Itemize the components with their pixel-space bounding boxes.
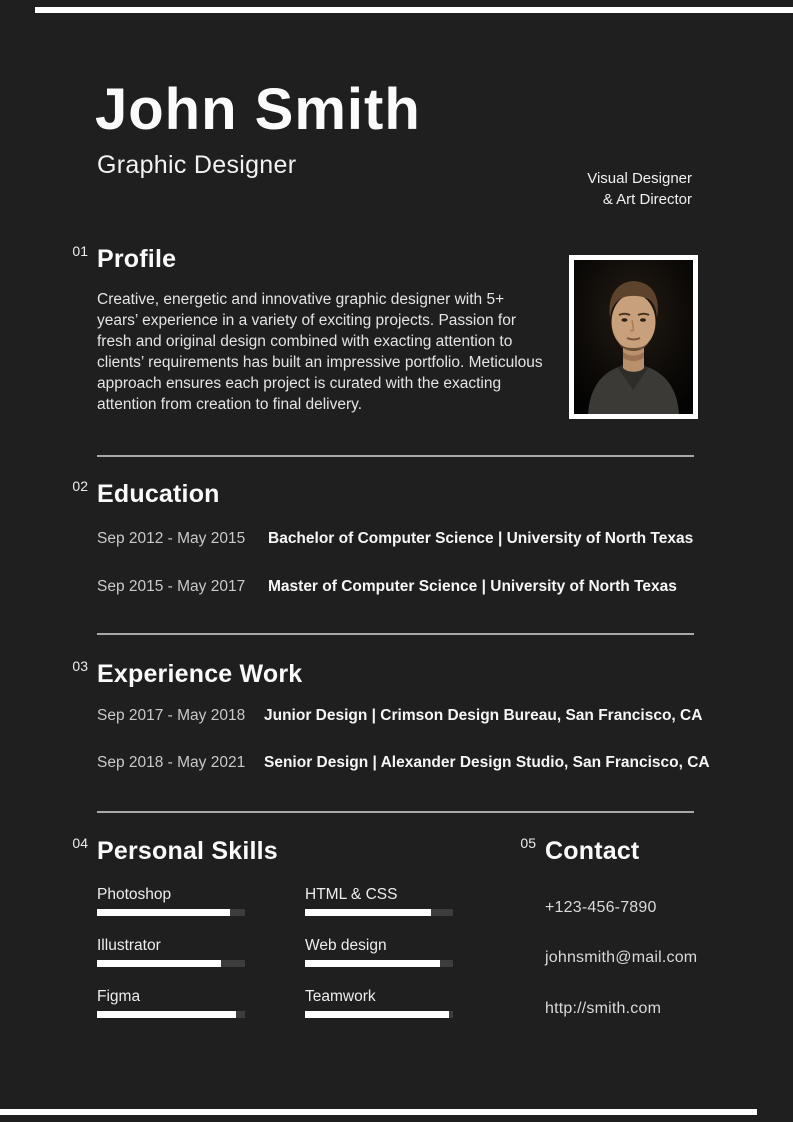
section-experience-heading: [72, 658, 303, 689]
section-contact-number: 05: [520, 835, 536, 851]
section-experience-number: 03: [72, 658, 88, 674]
section-profile-title: Profile: [97, 245, 177, 273]
skill-web-design: [305, 937, 387, 955]
skill-bar-track: [305, 1011, 453, 1018]
education-detail: Bachelor of Computer Science | University of North Texas: [268, 530, 694, 547]
bottom-frame-line: [0, 1109, 757, 1115]
education-detail: Master of Computer Science | University of North Texas: [268, 578, 677, 595]
contact-phone[interactable]: +123-456-7890: [545, 899, 657, 916]
experience-detail: Junior Design | Crimson Design Bureau, San Francisco, CA: [264, 707, 703, 724]
section-contact-heading: [520, 835, 640, 866]
portrait-photo: [569, 255, 698, 419]
skill-figma: [97, 988, 140, 1006]
section-profile-heading: [72, 243, 177, 274]
section-profile-number: 01: [72, 243, 88, 259]
education-dates: Sep 2015 - May 2017: [97, 578, 246, 595]
skill-bar-track: [305, 960, 453, 967]
skill-label: Illustrator: [97, 937, 161, 954]
section-skills-number: 04: [72, 835, 88, 851]
skill-html-css: [305, 886, 397, 904]
divider-2: [97, 633, 694, 635]
experience-dates: Sep 2018 - May 2021: [97, 754, 246, 771]
section-skills-heading: [72, 835, 278, 866]
contact-email[interactable]: johnsmith@mail.com: [545, 949, 698, 966]
skill-bar-fill: [97, 1011, 236, 1018]
skill-bar-fill: [97, 960, 221, 967]
skill-bar-fill: [305, 909, 431, 916]
contact-website[interactable]: http://smith.com: [545, 1000, 662, 1017]
tagline-line-1: Visual Designer: [587, 170, 692, 187]
skill-label: Teamwork: [305, 988, 376, 1005]
skill-label: Web design: [305, 937, 387, 954]
section-experience-title: Experience Work: [97, 660, 303, 688]
skill-bar-fill: [305, 960, 440, 967]
skill-label: Figma: [97, 988, 141, 1005]
section-skills-title: Personal Skills: [97, 837, 278, 865]
section-education-heading: [72, 478, 220, 509]
person-name: John Smith: [95, 77, 421, 142]
experience-detail: Senior Design | Alexander Design Studio, San Francisco, CA: [264, 754, 710, 771]
skill-illustrator: [97, 937, 161, 955]
portrait-photo-illustration: [574, 260, 693, 414]
divider-3: [97, 811, 694, 813]
tagline-line-2: & Art Director: [602, 191, 692, 208]
profile-summary: Creative, energetic and innovative graphic designer with 5+ years’ experience in a variety of exciting projects. Passion for fresh and original design combined with exacting attention to clients’ requirements has built an impressive portfolio. Meticulous approach ensures each project is curated with the exacting attention from creation to final delivery.: [97, 291, 543, 413]
top-frame-line: [35, 7, 793, 13]
person-role: Graphic Designer: [97, 151, 297, 179]
section-education-number: 02: [72, 478, 88, 494]
skill-label: HTML & CSS: [305, 886, 398, 903]
skill-bar-fill: [305, 1011, 449, 1018]
skill-teamwork: [305, 988, 376, 1006]
skill-label: Photoshop: [97, 886, 172, 903]
skill-photoshop: [97, 886, 171, 904]
section-contact-title: Contact: [545, 837, 640, 865]
skill-bar-track: [305, 909, 453, 916]
tagline: [587, 168, 692, 210]
divider-1: [97, 455, 694, 457]
education-dates: Sep 2012 - May 2015: [97, 530, 246, 547]
section-education-title: Education: [97, 480, 220, 508]
experience-dates: Sep 2017 - May 2018: [97, 707, 246, 724]
skill-bar-fill: [97, 909, 230, 916]
skill-bar-track: [97, 1011, 245, 1018]
skill-bar-track: [97, 909, 245, 916]
skill-bar-track: [97, 960, 245, 967]
